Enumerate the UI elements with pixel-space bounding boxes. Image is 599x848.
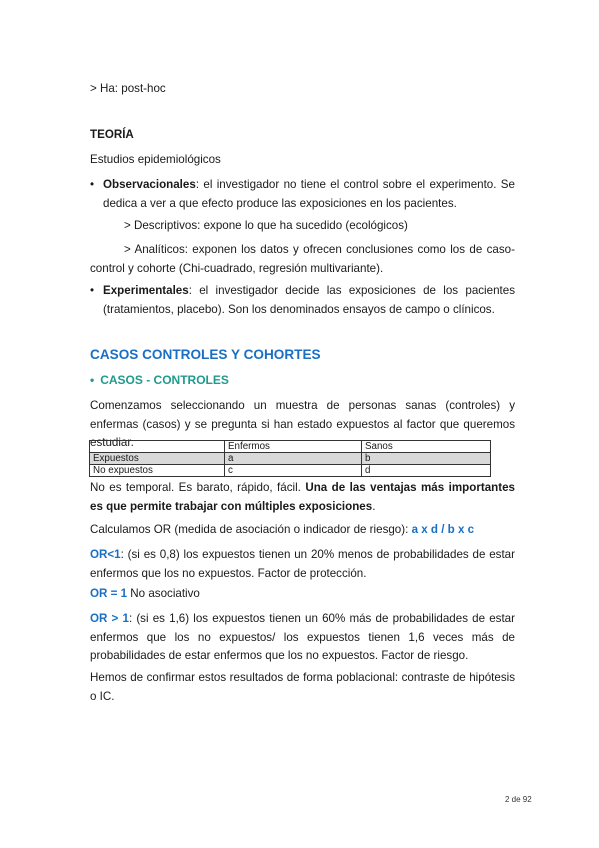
temporal-bold: Una de las ventajas más importantes es que permite trabajar con múltiples exposiciones [90,481,515,513]
calculamos-text [90,521,515,540]
table-row [90,465,491,477]
temporal-end: . [372,499,376,513]
table-cell: Expuestos [90,453,225,465]
or-eq1-text: No asociativo [127,587,200,600]
or-eq1-label: OR = 1 [90,587,128,600]
or-lt1-text: : (si es 0,8) los expuestos tienen un 20% menos de probabilidades de estar enfermos que los no expuestos. Factor de protección. [90,548,515,580]
casos-subheading-text: CASOS - CONTROLES [100,373,229,387]
or-lt1-label: OR<1 [90,548,121,561]
comenzamos-text: Comenzamos seleccionando un muestra de personas sanas (controles) y enfermas (casos) y se pregunta si han estado expuestos al factor que queremos estudiar. [90,399,515,449]
or-less-than-one [90,546,515,583]
or-gt1-text: : (si es 1,6) los expuestos tienen un 60% más de probabilidades de estar enfermos que los no expuestos/ los expuestos tienen 1,6 veces más de probabilidades de estar enfermos que los no expuestos. Factor de riesgo. [90,612,515,662]
hypothesis-line: > Ha: post-hoc [90,82,166,95]
contingency-table [89,440,491,477]
bullet-dot: • [90,178,95,191]
or-greater-than-one [90,610,515,666]
hemos-text: Hemos de confirmar estos resultados de forma poblacional: contraste de hipótesis o IC. [90,671,515,703]
table-cell: No expuestos [90,465,225,477]
temporal-plain: No es temporal. Es barato, rápido, fácil. [90,481,306,494]
calculamos-plain: Calculamos OR (medida de asociación o indicador de riesgo): [90,523,412,536]
casos-subheading [90,373,229,387]
descriptivos-line: > Descriptivos: expone lo que ha sucedido (ecológicos) [124,219,408,232]
table-cell: a [225,453,362,465]
experimentales-desc: : el investigador decide las exposiciones de los pacientes (tratamientos, placebo). Son los denominados ensayos de campo o clínicos. [103,284,515,316]
table-cell: c [225,465,362,477]
bullet-dot: • [90,284,95,297]
bullet-dot: • [90,373,95,387]
table-cell: b [362,453,491,465]
table-header-row [90,441,491,453]
observacionales-desc: : el investigador no tiene el control sobre el experimento. Se dedica a ver a que efecto produce las exposiciones en los pacientes. [103,178,515,210]
estudios-text: Estudios epidemiológicos [90,153,221,166]
teoria-heading: TEORÍA [90,128,134,141]
table-cell: Sanos [362,441,491,453]
or-equal-one [90,585,515,604]
or-formula: a x d / b x c [411,523,475,536]
table-cell [90,441,225,453]
bullet-observacionales [90,176,515,213]
table-row [90,453,491,465]
experimentales-term: Experimentales [103,284,189,297]
or-gt1-label: OR > 1 [90,612,129,625]
observacionales-term: Observacionales [103,178,196,191]
table-cell: d [362,465,491,477]
analiticos-line: > Analíticos: exponen los datos y ofrecen conclusiones como los de caso-control y cohorte (Chi-cuadrado, regresión multivariante). [90,243,515,275]
temporal-text [90,479,515,516]
page-number: 2 de 92 [505,795,532,804]
observacionales-text [103,176,515,213]
bullet-experimentales [90,282,515,319]
experimentales-text [103,282,515,319]
casos-heading: CASOS CONTROLES Y COHORTES [90,347,321,362]
table-cell: Enfermos [225,441,362,453]
